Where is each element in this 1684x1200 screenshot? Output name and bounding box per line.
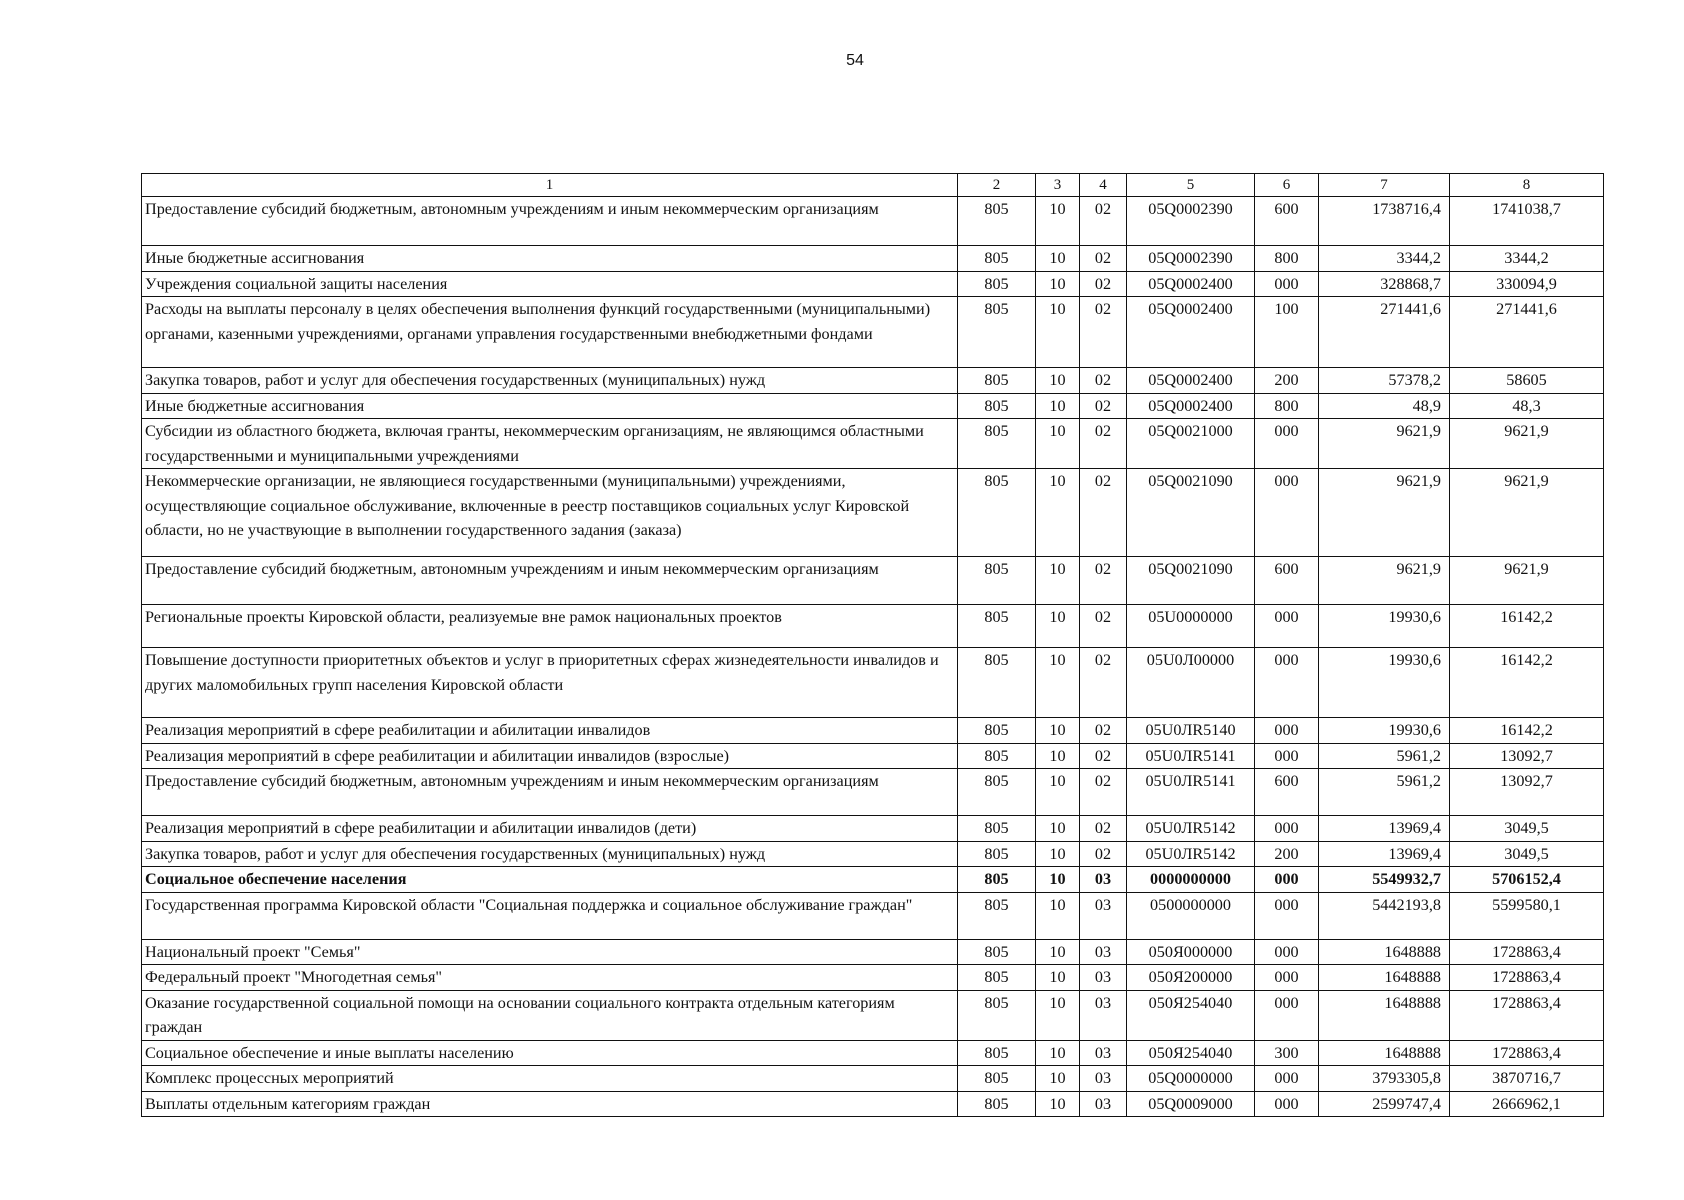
header-col-5: 5 — [1127, 174, 1255, 197]
row-section-cell: 10 — [1036, 965, 1080, 991]
row-amount-year1-cell: 3344,2 — [1319, 246, 1450, 272]
row-target-article-cell: 0000000000 — [1127, 867, 1255, 893]
row-target-article-cell: 05U0ЛR5142 — [1127, 841, 1255, 867]
table-body — [142, 197, 1604, 1117]
row-subsection-cell: 02 — [1080, 743, 1127, 769]
row-subsection-cell: 02 — [1080, 841, 1127, 867]
row-name-cell: Социальное обеспечение и иные выплаты населению — [142, 1040, 958, 1066]
row-grbs-cell: 805 — [958, 816, 1036, 842]
row-amount-year1-cell: 5549932,7 — [1319, 867, 1450, 893]
row-target-article-cell: 05U0ЛR5142 — [1127, 816, 1255, 842]
header-col-2: 2 — [958, 174, 1036, 197]
row-amount-year2-cell: 13092,7 — [1450, 769, 1604, 816]
row-grbs-cell: 805 — [958, 867, 1036, 893]
row-expense-type-cell: 000 — [1255, 990, 1319, 1040]
row-amount-year2-cell: 9621,9 — [1450, 557, 1604, 605]
row-section-cell: 10 — [1036, 271, 1080, 297]
table-row — [142, 246, 1604, 272]
row-target-article-cell: 05Q0002390 — [1127, 197, 1255, 246]
row-section-cell: 10 — [1036, 605, 1080, 648]
row-name-cell: Предоставление субсидий бюджетным, автономным учреждениям и иным некоммерческим организациям — [142, 557, 958, 605]
row-section-cell: 10 — [1036, 743, 1080, 769]
row-amount-year1-cell: 271441,6 — [1319, 297, 1450, 368]
row-subsection-cell: 02 — [1080, 297, 1127, 368]
row-target-article-cell: 05Q0002400 — [1127, 297, 1255, 368]
table-row — [142, 990, 1604, 1040]
row-grbs-cell: 805 — [958, 1091, 1036, 1117]
row-expense-type-cell: 000 — [1255, 1066, 1319, 1092]
table-row — [142, 867, 1604, 893]
table-row — [142, 419, 1604, 469]
row-section-cell: 10 — [1036, 841, 1080, 867]
row-name-cell: Закупка товаров, работ и услуг для обеспечения государственных (муниципальных) нужд — [142, 841, 958, 867]
row-subsection-cell: 03 — [1080, 965, 1127, 991]
row-expense-type-cell: 000 — [1255, 1091, 1319, 1117]
row-amount-year2-cell: 3344,2 — [1450, 246, 1604, 272]
row-name-cell: Некоммерческие организации, не являющиеся государственными (муниципальными) учреждениями, осуществляющие социальное обслуживание, включенные в реестр поставщиков социальных услуг Кировской области, но не участвующие в выполнении государственного задания (заказа) — [142, 469, 958, 557]
row-amount-year2-cell: 3049,5 — [1450, 841, 1604, 867]
table-row — [142, 271, 1604, 297]
row-expense-type-cell: 200 — [1255, 841, 1319, 867]
header-row — [142, 174, 1604, 197]
table-row — [142, 718, 1604, 744]
table-row — [142, 816, 1604, 842]
table-row — [142, 648, 1604, 718]
row-expense-type-cell: 600 — [1255, 197, 1319, 246]
row-target-article-cell: 050Я254040 — [1127, 1040, 1255, 1066]
row-subsection-cell: 02 — [1080, 605, 1127, 648]
row-expense-type-cell: 300 — [1255, 1040, 1319, 1066]
row-expense-type-cell: 200 — [1255, 368, 1319, 394]
row-expense-type-cell: 000 — [1255, 271, 1319, 297]
table-row — [142, 939, 1604, 965]
row-name-cell: Иные бюджетные ассигнования — [142, 393, 958, 419]
row-section-cell: 10 — [1036, 1066, 1080, 1092]
row-name-cell: Реализация мероприятий в сфере реабилитации и абилитации инвалидов — [142, 718, 958, 744]
row-expense-type-cell: 600 — [1255, 557, 1319, 605]
row-amount-year2-cell: 16142,2 — [1450, 648, 1604, 718]
row-subsection-cell: 02 — [1080, 469, 1127, 557]
header-col-7: 7 — [1319, 174, 1450, 197]
row-grbs-cell: 805 — [958, 368, 1036, 394]
row-subsection-cell: 02 — [1080, 271, 1127, 297]
row-name-cell: Закупка товаров, работ и услуг для обеспечения государственных (муниципальных) нужд — [142, 368, 958, 394]
row-grbs-cell: 805 — [958, 469, 1036, 557]
row-expense-type-cell: 000 — [1255, 867, 1319, 893]
page-number: 54 — [846, 52, 864, 69]
row-amount-year2-cell: 1741038,7 — [1450, 197, 1604, 246]
row-grbs-cell: 805 — [958, 1066, 1036, 1092]
table-header — [142, 174, 1604, 197]
row-amount-year1-cell: 48,9 — [1319, 393, 1450, 419]
row-name-cell: Федеральный проект "Многодетная семья" — [142, 965, 958, 991]
row-amount-year1-cell: 13969,4 — [1319, 841, 1450, 867]
row-name-cell: Предоставление субсидий бюджетным, автономным учреждениям и иным некоммерческим организациям — [142, 769, 958, 816]
header-col-4: 4 — [1080, 174, 1127, 197]
table-row — [142, 297, 1604, 368]
row-amount-year1-cell: 5961,2 — [1319, 743, 1450, 769]
row-target-article-cell: 05U0ЛR5140 — [1127, 718, 1255, 744]
row-expense-type-cell: 800 — [1255, 393, 1319, 419]
row-subsection-cell: 03 — [1080, 892, 1127, 939]
row-section-cell: 10 — [1036, 469, 1080, 557]
table-row — [142, 393, 1604, 419]
row-target-article-cell: 05U0000000 — [1127, 605, 1255, 648]
row-target-article-cell: 05U0ЛR5141 — [1127, 743, 1255, 769]
row-expense-type-cell: 100 — [1255, 297, 1319, 368]
row-amount-year2-cell: 2666962,1 — [1450, 1091, 1604, 1117]
row-amount-year1-cell: 1648888 — [1319, 990, 1450, 1040]
row-target-article-cell: 0500000000 — [1127, 892, 1255, 939]
row-name-cell: Выплаты отдельным категориям граждан — [142, 1091, 958, 1117]
row-name-cell: Предоставление субсидий бюджетным, автономным учреждениям и иным некоммерческим организациям — [142, 197, 958, 246]
row-grbs-cell: 805 — [958, 197, 1036, 246]
row-expense-type-cell: 000 — [1255, 605, 1319, 648]
header-col-1: 1 — [142, 174, 958, 197]
row-target-article-cell: 05U0ЛR5141 — [1127, 769, 1255, 816]
row-target-article-cell: 05Q0009000 — [1127, 1091, 1255, 1117]
table-row — [142, 605, 1604, 648]
row-expense-type-cell: 000 — [1255, 648, 1319, 718]
row-section-cell: 10 — [1036, 769, 1080, 816]
row-expense-type-cell: 000 — [1255, 892, 1319, 939]
row-amount-year2-cell: 1728863,4 — [1450, 965, 1604, 991]
row-amount-year2-cell: 9621,9 — [1450, 419, 1604, 469]
row-expense-type-cell: 000 — [1255, 718, 1319, 744]
row-amount-year2-cell: 330094,9 — [1450, 271, 1604, 297]
row-name-cell: Повышение доступности приоритетных объектов и услуг в приоритетных сферах жизнедеятельности инвалидов и других маломобильных групп населения Кировской области — [142, 648, 958, 718]
budget-table — [141, 173, 1604, 1117]
row-subsection-cell: 02 — [1080, 246, 1127, 272]
row-amount-year1-cell: 328868,7 — [1319, 271, 1450, 297]
header-col-8: 8 — [1450, 174, 1604, 197]
row-target-article-cell: 05Q0002390 — [1127, 246, 1255, 272]
row-grbs-cell: 805 — [958, 246, 1036, 272]
row-target-article-cell: 05U0Л00000 — [1127, 648, 1255, 718]
table-row — [142, 197, 1604, 246]
row-amount-year1-cell: 19930,6 — [1319, 718, 1450, 744]
row-amount-year1-cell: 1738716,4 — [1319, 197, 1450, 246]
row-amount-year1-cell: 57378,2 — [1319, 368, 1450, 394]
row-subsection-cell: 02 — [1080, 718, 1127, 744]
row-amount-year2-cell: 58605 — [1450, 368, 1604, 394]
row-expense-type-cell: 000 — [1255, 816, 1319, 842]
row-target-article-cell: 050Я254040 — [1127, 990, 1255, 1040]
row-amount-year2-cell: 1728863,4 — [1450, 990, 1604, 1040]
row-target-article-cell: 05Q0002400 — [1127, 368, 1255, 394]
row-grbs-cell: 805 — [958, 419, 1036, 469]
table-row — [142, 469, 1604, 557]
row-grbs-cell: 805 — [958, 939, 1036, 965]
row-name-cell: Национальный проект "Семья" — [142, 939, 958, 965]
row-grbs-cell: 805 — [958, 743, 1036, 769]
row-amount-year1-cell: 9621,9 — [1319, 557, 1450, 605]
row-expense-type-cell: 600 — [1255, 769, 1319, 816]
table-row — [142, 557, 1604, 605]
row-subsection-cell: 02 — [1080, 197, 1127, 246]
row-section-cell: 10 — [1036, 368, 1080, 394]
row-amount-year2-cell: 13092,7 — [1450, 743, 1604, 769]
row-expense-type-cell: 000 — [1255, 419, 1319, 469]
row-grbs-cell: 805 — [958, 271, 1036, 297]
table-row — [142, 1066, 1604, 1092]
row-expense-type-cell: 000 — [1255, 743, 1319, 769]
row-section-cell: 10 — [1036, 867, 1080, 893]
row-subsection-cell: 02 — [1080, 393, 1127, 419]
row-section-cell: 10 — [1036, 1091, 1080, 1117]
row-amount-year2-cell: 1728863,4 — [1450, 939, 1604, 965]
row-amount-year1-cell: 19930,6 — [1319, 648, 1450, 718]
row-grbs-cell: 805 — [958, 605, 1036, 648]
row-subsection-cell: 02 — [1080, 648, 1127, 718]
row-subsection-cell: 02 — [1080, 368, 1127, 394]
row-grbs-cell: 805 — [958, 297, 1036, 368]
row-subsection-cell: 02 — [1080, 816, 1127, 842]
row-amount-year1-cell: 1648888 — [1319, 939, 1450, 965]
row-expense-type-cell: 000 — [1255, 469, 1319, 557]
row-grbs-cell: 805 — [958, 648, 1036, 718]
row-grbs-cell: 805 — [958, 841, 1036, 867]
row-name-cell: Государственная программа Кировской области "Социальная поддержка и социальное обслуживание граждан" — [142, 892, 958, 939]
row-section-cell: 10 — [1036, 1040, 1080, 1066]
row-grbs-cell: 805 — [958, 557, 1036, 605]
row-name-cell: Реализация мероприятий в сфере реабилитации и абилитации инвалидов (взрослые) — [142, 743, 958, 769]
row-section-cell: 10 — [1036, 246, 1080, 272]
table-row — [142, 368, 1604, 394]
row-amount-year2-cell: 16142,2 — [1450, 718, 1604, 744]
table-row — [142, 743, 1604, 769]
row-amount-year1-cell: 19930,6 — [1319, 605, 1450, 648]
row-expense-type-cell: 800 — [1255, 246, 1319, 272]
row-subsection-cell: 03 — [1080, 939, 1127, 965]
row-amount-year1-cell: 5961,2 — [1319, 769, 1450, 816]
row-target-article-cell: 05Q0021090 — [1127, 557, 1255, 605]
row-name-cell: Иные бюджетные ассигнования — [142, 246, 958, 272]
row-expense-type-cell: 000 — [1255, 965, 1319, 991]
row-section-cell: 10 — [1036, 892, 1080, 939]
row-subsection-cell: 02 — [1080, 769, 1127, 816]
row-expense-type-cell: 000 — [1255, 939, 1319, 965]
row-amount-year1-cell: 9621,9 — [1319, 419, 1450, 469]
row-grbs-cell: 805 — [958, 1040, 1036, 1066]
row-subsection-cell: 03 — [1080, 1091, 1127, 1117]
row-grbs-cell: 805 — [958, 718, 1036, 744]
row-amount-year1-cell: 2599747,4 — [1319, 1091, 1450, 1117]
row-section-cell: 10 — [1036, 197, 1080, 246]
row-section-cell: 10 — [1036, 718, 1080, 744]
row-amount-year2-cell: 271441,6 — [1450, 297, 1604, 368]
row-subsection-cell: 02 — [1080, 557, 1127, 605]
row-target-article-cell: 05Q0021090 — [1127, 469, 1255, 557]
table-row — [142, 965, 1604, 991]
row-amount-year1-cell: 13969,4 — [1319, 816, 1450, 842]
row-section-cell: 10 — [1036, 393, 1080, 419]
row-target-article-cell: 05Q0021000 — [1127, 419, 1255, 469]
row-amount-year2-cell: 9621,9 — [1450, 469, 1604, 557]
header-col-3: 3 — [1036, 174, 1080, 197]
row-amount-year2-cell: 48,3 — [1450, 393, 1604, 419]
row-section-cell: 10 — [1036, 557, 1080, 605]
row-name-cell: Учреждения социальной защиты населения — [142, 271, 958, 297]
table-row — [142, 1040, 1604, 1066]
row-name-cell: Комплекс процессных мероприятий — [142, 1066, 958, 1092]
row-grbs-cell: 805 — [958, 769, 1036, 816]
row-name-cell: Региональные проекты Кировской области, реализуемые вне рамок национальных проектов — [142, 605, 958, 648]
row-subsection-cell: 03 — [1080, 1066, 1127, 1092]
row-target-article-cell: 05Q0002400 — [1127, 393, 1255, 419]
table-row — [142, 1091, 1604, 1117]
header-col-6: 6 — [1255, 174, 1319, 197]
row-amount-year1-cell: 1648888 — [1319, 1040, 1450, 1066]
row-target-article-cell: 05Q0002400 — [1127, 271, 1255, 297]
row-amount-year2-cell: 5599580,1 — [1450, 892, 1604, 939]
row-section-cell: 10 — [1036, 297, 1080, 368]
row-name-cell: Оказание государственной социальной помощи на основании социального контракта отдельным категориям граждан — [142, 990, 958, 1040]
row-section-cell: 10 — [1036, 990, 1080, 1040]
row-amount-year1-cell: 5442193,8 — [1319, 892, 1450, 939]
row-amount-year1-cell: 3793305,8 — [1319, 1066, 1450, 1092]
row-name-cell: Расходы на выплаты персоналу в целях обеспечения выполнения функций государственными (муниципальными) органами, казенными учреждениями, органами управления государственными внебюджетными фондами — [142, 297, 958, 368]
row-subsection-cell: 03 — [1080, 1040, 1127, 1066]
row-amount-year1-cell: 1648888 — [1319, 965, 1450, 991]
row-section-cell: 10 — [1036, 939, 1080, 965]
row-name-cell: Реализация мероприятий в сфере реабилитации и абилитации инвалидов (дети) — [142, 816, 958, 842]
row-subsection-cell: 03 — [1080, 867, 1127, 893]
row-subsection-cell: 02 — [1080, 419, 1127, 469]
row-grbs-cell: 805 — [958, 965, 1036, 991]
row-target-article-cell: 050Я200000 — [1127, 965, 1255, 991]
row-target-article-cell: 05Q0000000 — [1127, 1066, 1255, 1092]
row-name-cell: Субсидии из областного бюджета, включая гранты, некоммерческим организациям, не являющимся областными государственными и муниципальными учреждениями — [142, 419, 958, 469]
row-grbs-cell: 805 — [958, 990, 1036, 1040]
row-target-article-cell: 050Я000000 — [1127, 939, 1255, 965]
row-amount-year2-cell: 3049,5 — [1450, 816, 1604, 842]
row-section-cell: 10 — [1036, 419, 1080, 469]
row-section-cell: 10 — [1036, 816, 1080, 842]
row-amount-year2-cell: 5706152,4 — [1450, 867, 1604, 893]
row-amount-year2-cell: 1728863,4 — [1450, 1040, 1604, 1066]
table-row — [142, 769, 1604, 816]
row-name-cell: Социальное обеспечение населения — [142, 867, 958, 893]
row-subsection-cell: 03 — [1080, 990, 1127, 1040]
row-amount-year2-cell: 16142,2 — [1450, 605, 1604, 648]
row-grbs-cell: 805 — [958, 892, 1036, 939]
row-amount-year1-cell: 9621,9 — [1319, 469, 1450, 557]
table-row — [142, 892, 1604, 939]
row-section-cell: 10 — [1036, 648, 1080, 718]
table-row — [142, 841, 1604, 867]
row-grbs-cell: 805 — [958, 393, 1036, 419]
row-amount-year2-cell: 3870716,7 — [1450, 1066, 1604, 1092]
